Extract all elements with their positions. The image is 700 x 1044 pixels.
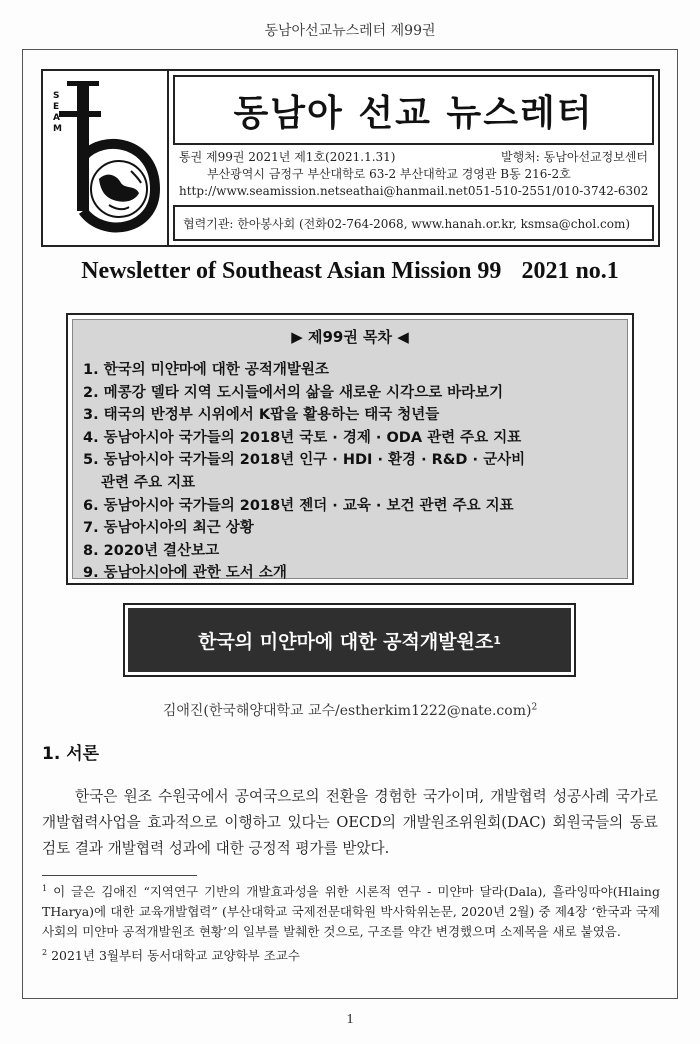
footnote-mark: 2 xyxy=(42,948,48,958)
email-link[interactable]: seathai@hanmail.net xyxy=(339,184,468,198)
toc-item[interactable]: 3. 태국의 반정부 시위에서 K팝을 활용하는 태국 청년들 xyxy=(83,407,440,424)
article-title: 한국의 미얀마에 대한 공적개발원조 xyxy=(198,630,494,653)
cooperation-box xyxy=(173,205,654,241)
section-heading: 1. 서론 xyxy=(42,744,100,764)
running-head: 동남아선교뉴스레터 제99권 xyxy=(264,23,436,39)
address-info: 부산광역시 금정구 부산대학로 63-2 부산대학교 경영관 B동 216-2호 xyxy=(207,167,571,181)
toc-item[interactable]: 7. 동남아시아의 최근 상황 xyxy=(83,520,254,537)
cooperation-info: 협력기관: 한아봉사회 (전화02-764-2068, www.hanah.or.kr, ksmsa@chol.com) xyxy=(183,216,631,231)
info-row-issue xyxy=(179,149,648,166)
author-footnote-mark[interactable]: 2 xyxy=(531,702,538,713)
info-row-contact xyxy=(179,183,648,200)
english-title-issue: 2021 no.1 xyxy=(521,258,619,284)
article-title-banner xyxy=(123,603,576,677)
toc-panel xyxy=(72,319,628,582)
masthead xyxy=(41,69,660,247)
toc-item[interactable]: 4. 동남아시아 국가들의 2018년 국토 · 경제 · ODA 관련 주요 지표 xyxy=(83,429,522,446)
author-info: 김애진(한국해양대학교 교수/estherkim1222@nate.com) xyxy=(162,703,532,719)
footnote-2 xyxy=(42,943,660,966)
toc-item[interactable]: 2. 메콩강 델타 지역 도시들에서의 삶을 새로운 시각으로 바라보기 xyxy=(83,384,504,401)
footnotes xyxy=(42,879,660,966)
masthead-title: 동남아 선교 뉴스레터 xyxy=(233,92,594,134)
page-number: 1 xyxy=(346,1012,354,1027)
body-paragraph: 한국은 원조 수원국에서 공여국으로의 전환을 경험한 국가이며, 개발협력 성공사례 국가로 개발협력사업을 효과적으로 이행하고 있다는 OECD의 개발원조위원회(DAC) 회원국들의 동료검토 결과 개발협력 성과에 대한 긍정적 평가를 받았다. xyxy=(42,788,658,857)
toc-item[interactable]: 8. 2020년 결산보고 xyxy=(83,542,220,559)
footnote-text: 2021년 3월부터 동서대학교 교양학부 조교수 xyxy=(51,948,300,964)
english-title-main: Newsletter of Southeast Asian Mission 99 xyxy=(81,258,502,284)
english-title xyxy=(0,258,700,285)
info-row-address xyxy=(179,166,648,183)
phone-info: 051-510-2551/010-3742-6302 xyxy=(467,184,649,198)
footnote-text: 이 글은 김애진 “지역연구 기반의 개발효과성을 위한 시론적 연구 - 미얀마 달라(Dala), 흘라잉따야(Hlaing THarya)에 대한 교육개발협력” (부산대학교 국제전문대학원 박사학위논문, 2020년 2월) 중 제4장 ‘한국과 국제사회의 미얀마 공적개발원조 현황’의 일부를 발췌한 것으로, 구조를 약간 변경했으며 소제목을 새로 붙였음. xyxy=(42,884,660,940)
footnote-divider xyxy=(42,875,197,876)
toc-item-continuation[interactable]: 관련 주요 지표 xyxy=(101,474,196,491)
publisher-info: 발행처: 동남아선교정보센터 xyxy=(501,150,648,164)
article-title-footnote-mark[interactable]: 1 xyxy=(493,633,501,647)
toc-item[interactable]: 5. 동남아시아 국가들의 2018년 인구 · HDI · 환경 · R&D · 군사비 xyxy=(83,452,526,469)
toc-heading: ▶ 제99권 목차 ◀ xyxy=(291,328,409,346)
table-of-contents xyxy=(66,313,634,585)
toc-item[interactable]: 1. 한국의 미얀마에 대한 공적개발원조 xyxy=(83,362,329,378)
author-line xyxy=(0,700,700,720)
toc-item[interactable]: 9. 동남아시아에 관한 도서 소개 xyxy=(83,565,287,582)
seam-logo xyxy=(43,71,169,245)
footnote-1 xyxy=(42,879,660,942)
toc-item[interactable]: 6. 동남아시아 국가들의 2018년 젠더 · 교육 · 보건 관련 주요 지표 xyxy=(83,497,514,514)
masthead-title-box xyxy=(173,75,654,145)
toc-list xyxy=(83,359,617,585)
masthead-info xyxy=(173,147,654,203)
footnote-mark: 1 xyxy=(42,884,48,893)
logo-text: SEAM xyxy=(53,91,62,134)
issue-info: 통권 제99권 2021년 제1호(2021.1.31) xyxy=(179,150,396,164)
article-title-panel xyxy=(128,608,571,672)
website-link[interactable]: http://www.seamission.net xyxy=(179,184,340,198)
